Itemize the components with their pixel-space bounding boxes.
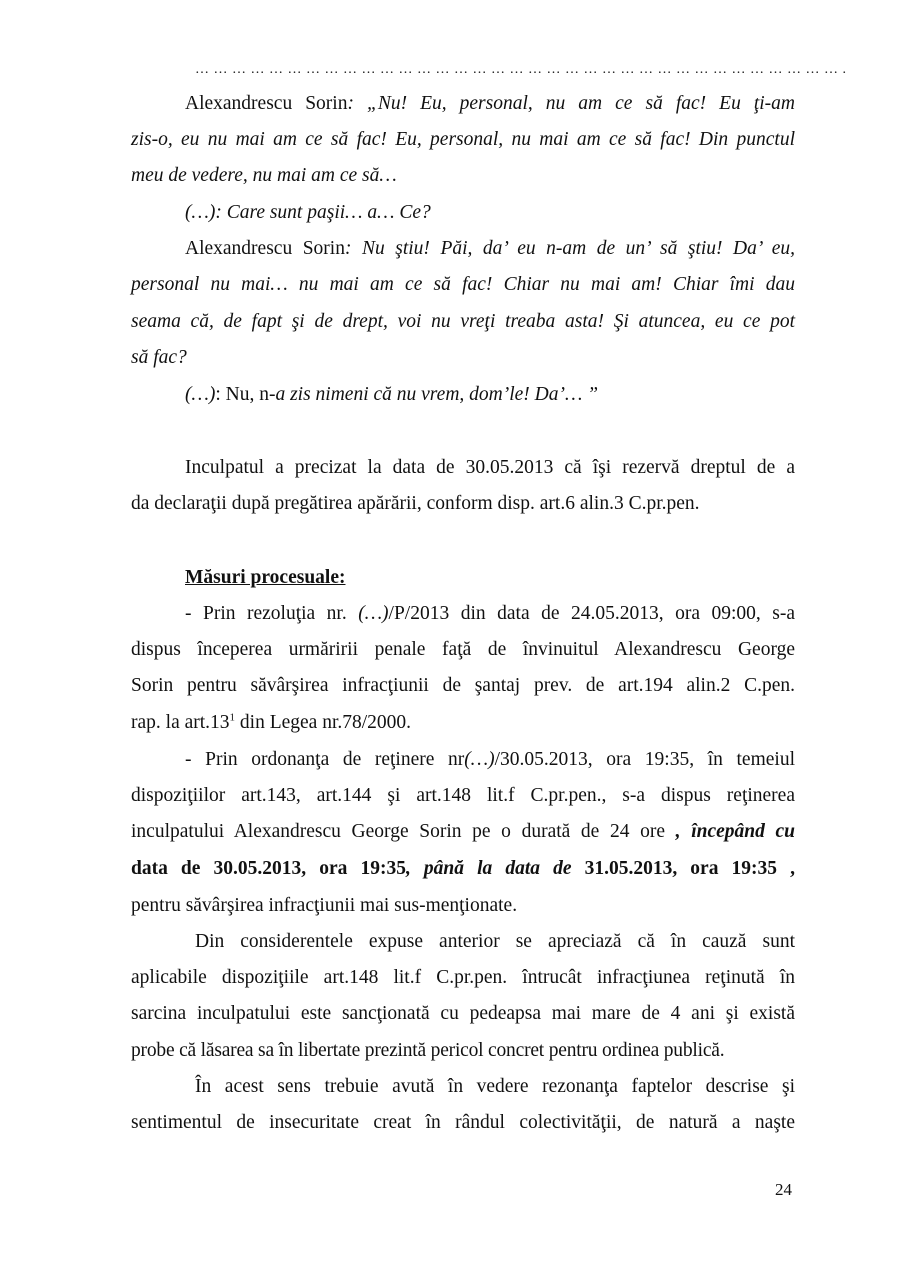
paragraph-1-line-1: Inculpatul a precizat la data de 30.05.2013 că îşi rezervă dreptul de a (185, 457, 795, 478)
paragraph-4-line-3: sarcina inculpatului este sancţionată cu pedeapsa mai mare de 4 ani şi există (131, 1003, 795, 1024)
speaker-name: Alexandrescu Sorin (185, 238, 345, 259)
paragraph-3-line-5: pentru săvârşirea infracţiunii mai sus-menţionate. (131, 895, 518, 916)
dialog-line-4: (…): Care sunt paşii… a… Ce? (185, 202, 431, 223)
dialog-line-7: seama că, de fapt şi de drept, voi nu vreţi treaba asta! Şi atuncea, eu ce pot (131, 311, 795, 332)
superscript: 1 (229, 711, 236, 724)
paragraph-3-line-2: dispoziţiilor art.143, art.144 şi art.148 lit.f C.pr.pen., s-a dispus reţinerea (131, 785, 795, 806)
paragraph-5-line-2: sentimentul de insecuritate creat în rândul colectivităţii, de natură a naşte (131, 1112, 795, 1133)
dialog-line-5 (185, 237, 795, 261)
text: - Prin rezoluţia nr. (185, 603, 359, 624)
paragraph-2-line-3: Sorin pentru săvârşirea infracţiunii de şantaj prev. de art.194 alin.2 C.pen. (131, 675, 795, 696)
paragraph-1-line-2: da declaraţii după pregătirea apărării, conform disp. art.6 alin.3 C.pr.pen. (131, 493, 700, 514)
dialog-text-italic: a zis nimeni că nu vrem, dom’le! Da’… ” (275, 384, 599, 405)
ellipsis-line: … … … … … … … … … … … … … … … … … … … … … … … … … … … … … … … … … … … . (195, 62, 847, 77)
paragraph-4-line-2: aplicabile dispoziţiile art.148 lit.f C.pr.pen. întrucât infracţiunea reţinută în (131, 967, 795, 988)
date-end: 31.05.2013, ora 19:35 (584, 858, 778, 879)
text: /P/2013 din data de 24.05.2013, ora 09:00, s-a (388, 603, 795, 624)
dialog-line-9 (185, 383, 598, 407)
dialog-line-3: meu de vedere, nu mai am ce să… (131, 165, 397, 186)
dialog-line-8: să fac? (131, 347, 187, 368)
emphasis-text: , până la data de (405, 858, 585, 879)
text: - Prin ordonanţa de reţinere nr (185, 749, 465, 770)
text: inculpatului Alexandrescu George Sorin pe o durată de 24 ore (131, 821, 676, 842)
text: , (777, 858, 796, 879)
paragraph-2-line-2: dispus începerea urmăririi penale faţă de învinuitul Alexandrescu George (131, 639, 795, 660)
dialog-line-6: personal nu mai… nu mai am ce să fac! Chiar nu mai am! Chiar îmi dau (131, 274, 795, 295)
dialog-quote: : „Nu! Eu, personal, nu am ce să fac! Eu ţi-am (347, 93, 795, 114)
page-number: 24 (775, 1180, 792, 1199)
emphasis-text: , începând cu (675, 821, 795, 842)
redacted-number: (…) (358, 603, 389, 624)
paragraph-3-line-1 (185, 748, 795, 772)
text: din Legea nr.78/2000. (235, 712, 412, 733)
paragraph-3-line-4 (131, 857, 795, 881)
paragraph-4-line-4: probe că lăsarea sa în libertate prezintă pericol concret pentru ordinea publică. (131, 1040, 725, 1061)
redacted-number: (…) (464, 749, 495, 770)
redacted-name: (…) (185, 384, 216, 405)
dialog-line-1 (185, 92, 795, 116)
date-start: data de 30.05.2013, ora 19:35 (131, 858, 406, 879)
text: rap. la art.13 (131, 712, 230, 733)
section-heading: Măsuri procesuale: (185, 567, 346, 588)
dialog-text: : Nu, n- (215, 384, 276, 405)
dialog-quote: : Nu ştiu! Păi, da’ eu n-am de un’ să ştiu! Da’ eu, (344, 238, 796, 259)
paragraph-5-line-1: În acest sens trebuie avută în vedere rezonanţa faptelor descrise şi (195, 1076, 795, 1097)
paragraph-2-line-4 (131, 711, 411, 735)
speaker-name: Alexandrescu Sorin (185, 93, 348, 114)
text: /30.05.2013, ora 19:35, în temeiul (494, 749, 795, 770)
paragraph-2-line-1 (185, 602, 795, 626)
dialog-line-2: zis-o, eu nu mai am ce să fac! Eu, personal, nu mai am ce să fac! Din punctul (131, 129, 795, 150)
paragraph-3-line-3 (131, 820, 795, 844)
paragraph-4-line-1: Din considerentele expuse anterior se apreciază că în cauză sunt (195, 931, 795, 952)
